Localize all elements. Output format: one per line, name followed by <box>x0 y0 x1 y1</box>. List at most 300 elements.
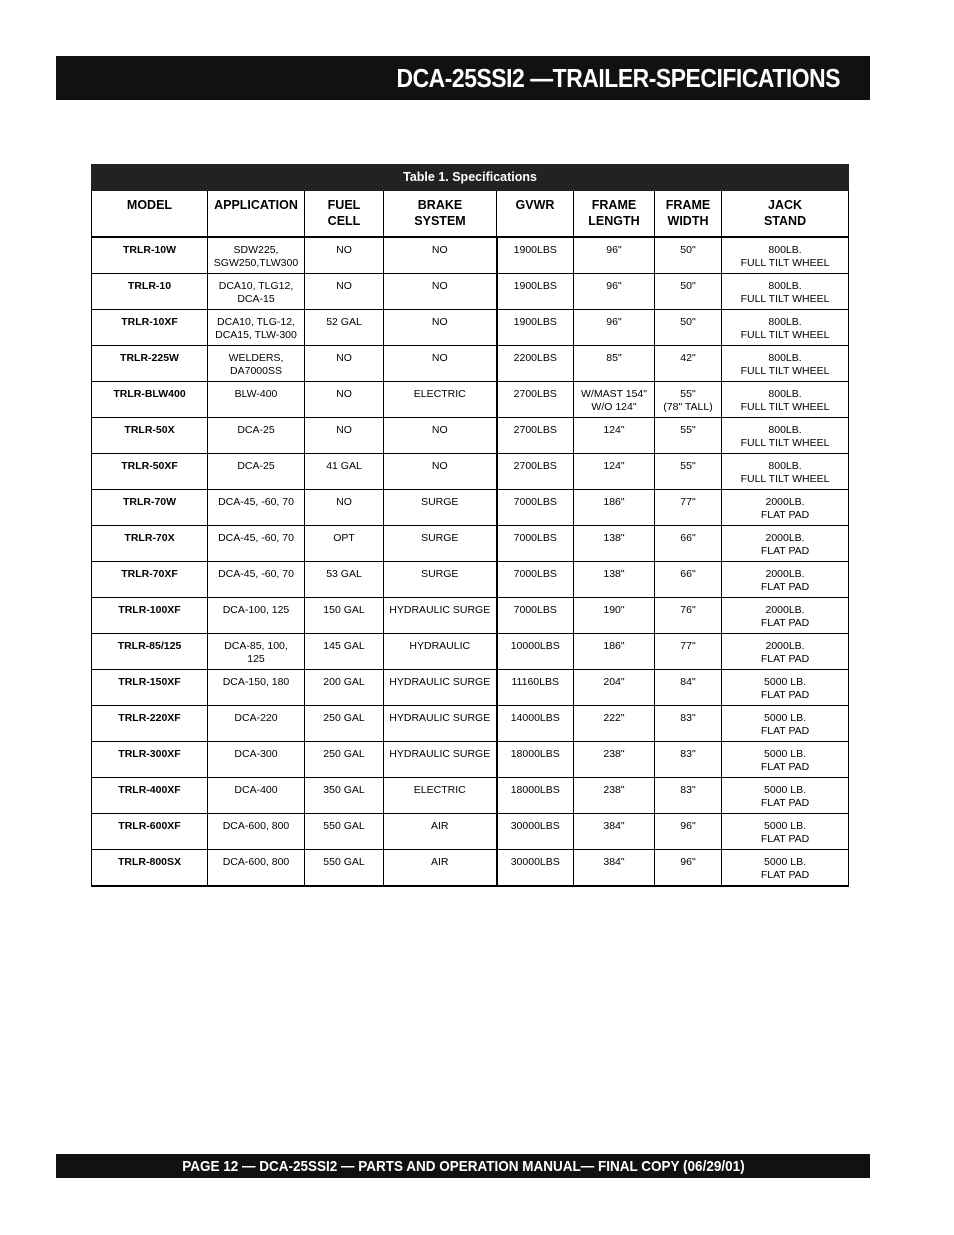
table-cell <box>722 778 849 814</box>
cell-text: NO <box>431 280 448 292</box>
table-cell <box>497 562 574 598</box>
cell-text: FLAT PAD <box>760 545 810 557</box>
table-cell <box>208 562 305 598</box>
table-cell <box>384 237 497 274</box>
table-cell <box>384 418 497 454</box>
table-cell <box>208 490 305 526</box>
table-cell <box>305 850 384 887</box>
table-cell <box>305 454 384 490</box>
table-cell <box>305 814 384 850</box>
table-cell <box>722 310 849 346</box>
table-caption: Table 1. Specifications <box>92 165 849 191</box>
cell-text: NO <box>431 316 448 328</box>
cell-text: DCA-45, -60, 70 <box>218 532 294 544</box>
table-cell <box>305 562 384 598</box>
cell-text: FRAME <box>591 198 637 212</box>
cell-text: 800LB. <box>768 352 802 364</box>
cell-text: 7000LBS <box>513 532 557 544</box>
table-cell <box>574 742 655 778</box>
cell-text: 53 GAL <box>326 568 362 580</box>
cell-text: 200 GAL <box>323 676 365 688</box>
model-cell: TRLR-50XF <box>92 454 208 490</box>
cell-text: STAND <box>763 214 807 228</box>
table-row <box>92 490 849 526</box>
table-cell <box>722 382 849 418</box>
cell-text: 30000LBS <box>510 820 560 832</box>
cell-text: 5000 LB. <box>764 748 807 760</box>
cell-text: WELDERS, <box>228 352 284 364</box>
table-cell <box>722 490 849 526</box>
cell-text: NO <box>336 424 352 436</box>
cell-text: 11160LBS <box>511 676 559 688</box>
table-cell <box>305 490 384 526</box>
cell-text: DCA-220 <box>234 712 278 724</box>
cell-text: 238" <box>603 784 625 796</box>
table-cell <box>497 418 574 454</box>
table-cell <box>655 778 722 814</box>
cell-text: NO <box>431 460 448 472</box>
cell-text: FLAT PAD <box>760 797 810 809</box>
model-cell: TRLR-10 <box>92 274 208 310</box>
cell-text: 96" <box>606 316 622 328</box>
cell-text: AIR <box>430 820 449 832</box>
cell-text: 5000 LB. <box>764 676 807 688</box>
cell-text: CELL <box>327 214 361 228</box>
table-cell <box>208 850 305 887</box>
column-header <box>305 191 384 238</box>
cell-text: FUEL <box>327 198 361 212</box>
cell-text: MODEL <box>126 198 173 212</box>
table-cell <box>305 670 384 706</box>
table-cell <box>574 634 655 670</box>
table-cell <box>208 346 305 382</box>
page-footer <box>56 1154 870 1178</box>
table-cell <box>305 418 384 454</box>
table-cell <box>384 454 497 490</box>
table-cell <box>722 562 849 598</box>
cell-text: ELECTRIC <box>413 388 466 400</box>
cell-text: 14000LBS <box>510 712 560 724</box>
cell-text: 2000LB. <box>765 568 805 580</box>
table-cell <box>574 237 655 274</box>
table-cell <box>208 778 305 814</box>
cell-text: 7000LBS <box>513 568 557 580</box>
cell-text: FULL TILT WHEEL <box>740 293 830 305</box>
table-cell <box>384 850 497 887</box>
table-cell <box>384 526 497 562</box>
table-cell <box>208 742 305 778</box>
cell-text: ELECTRIC <box>413 784 466 796</box>
cell-text: 83" <box>680 784 696 796</box>
table-cell <box>208 237 305 274</box>
table-cell <box>305 706 384 742</box>
cell-text: 7000LBS <box>513 604 557 616</box>
table-cell <box>384 706 497 742</box>
table-cell <box>722 850 849 887</box>
table-cell <box>574 706 655 742</box>
cell-text: FLAT PAD <box>760 833 810 845</box>
table-cell <box>384 742 497 778</box>
column-header <box>655 191 722 238</box>
cell-text: 30000LBS <box>510 856 560 868</box>
cell-text: 384" <box>603 820 625 832</box>
table-cell <box>655 670 722 706</box>
cell-text: FLAT PAD <box>760 509 810 521</box>
cell-text: DCA-400 <box>234 784 278 796</box>
cell-text: HYDRAULIC SURGE <box>389 712 491 724</box>
cell-text: FRAME <box>665 198 711 212</box>
table-row <box>92 418 849 454</box>
cell-text: 55" <box>680 424 696 436</box>
cell-text: 124" <box>603 424 625 436</box>
cell-text: 50" <box>680 316 696 328</box>
table-row <box>92 310 849 346</box>
cell-text: APPLICATION <box>214 198 298 212</box>
cell-text: 145 GAL <box>323 640 365 652</box>
cell-text: DCA15, TLW-300 <box>215 329 297 341</box>
cell-text: FULL TILT WHEEL <box>740 257 830 269</box>
table-cell <box>497 454 574 490</box>
table-cell <box>497 526 574 562</box>
cell-text: NO <box>336 280 352 292</box>
cell-text: 190" <box>603 604 625 616</box>
cell-text: 5000 LB. <box>764 784 807 796</box>
model-cell: TRLR-220XF <box>92 706 208 742</box>
table-cell <box>655 382 722 418</box>
cell-text: NO <box>431 424 448 436</box>
table-caption-row <box>92 165 849 191</box>
table-cell <box>655 814 722 850</box>
cell-text: 350 GAL <box>323 784 365 796</box>
cell-text: 66" <box>680 568 696 580</box>
cell-text: 42" <box>680 352 696 364</box>
table-cell <box>208 274 305 310</box>
table-cell <box>574 490 655 526</box>
table-cell <box>384 598 497 634</box>
table-cell <box>722 814 849 850</box>
table-row <box>92 454 849 490</box>
table-row <box>92 742 849 778</box>
cell-text: DCA-45, -60, 70 <box>218 568 294 580</box>
table-cell <box>208 418 305 454</box>
table-cell <box>208 634 305 670</box>
table-row <box>92 634 849 670</box>
table-cell <box>655 742 722 778</box>
cell-text: SGW250,TLW300 <box>213 257 299 269</box>
cell-text: 204" <box>603 676 625 688</box>
cell-text: 550 GAL <box>323 820 365 832</box>
cell-text: SDW225, <box>233 244 279 256</box>
cell-text: WIDTH <box>667 214 709 228</box>
cell-text: 124" <box>603 460 625 472</box>
table-cell <box>384 670 497 706</box>
cell-text: 800LB. <box>768 460 802 472</box>
cell-text: JACK <box>768 198 803 212</box>
cell-text: 1900LBS <box>513 244 557 256</box>
cell-text: FLAT PAD <box>760 761 810 773</box>
column-header <box>208 191 305 238</box>
cell-text: 5000 LB. <box>764 820 807 832</box>
cell-text: 96" <box>606 244 622 256</box>
table-row <box>92 814 849 850</box>
cell-text: 5000 LB. <box>764 712 807 724</box>
cell-text: DCA-600, 800 <box>222 820 290 832</box>
cell-text: 83" <box>680 748 696 760</box>
cell-text: 18000LBS <box>510 784 560 796</box>
cell-text: 83" <box>680 712 696 724</box>
table-row <box>92 598 849 634</box>
cell-text: 250 GAL <box>323 712 365 724</box>
cell-text: FLAT PAD <box>760 689 810 701</box>
model-cell: TRLR-10W <box>92 237 208 274</box>
table-cell <box>574 526 655 562</box>
model-cell: TRLR-10XF <box>92 310 208 346</box>
cell-text: 76" <box>680 604 696 616</box>
table-row <box>92 706 849 742</box>
table-cell <box>384 634 497 670</box>
table-cell <box>574 274 655 310</box>
table-body <box>92 237 849 886</box>
page-title: DCA-25SSI2 —TRAILER-SPECIFICATIONS <box>396 62 840 93</box>
cell-text: 186" <box>603 640 625 652</box>
table-cell <box>497 382 574 418</box>
table-cell <box>655 706 722 742</box>
cell-text: 2700LBS <box>513 388 557 400</box>
cell-text: 150 GAL <box>323 604 365 616</box>
cell-text: FLAT PAD <box>760 869 810 881</box>
table-cell <box>655 274 722 310</box>
cell-text: 250 GAL <box>323 748 365 760</box>
column-header <box>722 191 849 238</box>
table-cell <box>497 850 574 887</box>
table-cell <box>497 346 574 382</box>
model-cell: TRLR-BLW400 <box>92 382 208 418</box>
specifications-table <box>91 164 849 887</box>
cell-text: DCA-300 <box>234 748 278 760</box>
table-row <box>92 237 849 274</box>
table-cell <box>574 562 655 598</box>
table-cell <box>497 778 574 814</box>
column-header <box>497 191 574 238</box>
cell-text: 2700LBS <box>513 460 557 472</box>
cell-text: BLW-400 <box>234 388 278 400</box>
table-cell <box>305 634 384 670</box>
table-cell <box>655 346 722 382</box>
table-row <box>92 346 849 382</box>
table-row <box>92 382 849 418</box>
cell-text: 1900LBS <box>513 316 557 328</box>
table-cell <box>305 237 384 274</box>
cell-text: DCA-85, 100, <box>224 640 288 652</box>
table-cell <box>305 274 384 310</box>
cell-text: 800LB. <box>768 388 802 400</box>
table-cell <box>574 850 655 887</box>
page-header <box>56 56 870 100</box>
table-row <box>92 850 849 887</box>
cell-text: 186" <box>603 496 625 508</box>
cell-text: 138" <box>603 532 625 544</box>
table-row <box>92 274 849 310</box>
table-cell <box>655 526 722 562</box>
table-cell <box>722 418 849 454</box>
footer-text: PAGE 12 — DCA-25SSI2 — PARTS AND OPERATION MANUAL— FINAL COPY (06/29/01) <box>181 1157 745 1175</box>
cell-text: 384" <box>603 856 625 868</box>
table-cell <box>497 490 574 526</box>
cell-text: NO <box>431 352 448 364</box>
cell-text: 52 GAL <box>326 316 362 328</box>
table-cell <box>574 454 655 490</box>
model-cell: TRLR-400XF <box>92 778 208 814</box>
cell-text: DCA10, TLG12, <box>218 280 294 292</box>
table-cell <box>208 310 305 346</box>
model-cell: TRLR-85/125 <box>92 634 208 670</box>
cell-text: HYDRAULIC SURGE <box>389 748 491 760</box>
cell-text: DA7000SS <box>230 365 282 377</box>
table-cell <box>305 526 384 562</box>
cell-text: 7000LBS <box>513 496 557 508</box>
cell-text: 55" <box>680 388 696 400</box>
cell-text: DCA-45, -60, 70 <box>218 496 294 508</box>
cell-text: 2000LB. <box>765 496 805 508</box>
cell-text: 41 GAL <box>326 460 362 472</box>
table-cell <box>384 562 497 598</box>
table-cell <box>497 706 574 742</box>
table-cell <box>574 382 655 418</box>
table-cell <box>497 670 574 706</box>
cell-text: DCA-150, 180 <box>222 676 290 688</box>
table-cell <box>497 310 574 346</box>
model-cell: TRLR-100XF <box>92 598 208 634</box>
cell-text: 96" <box>606 280 622 292</box>
cell-text: 238" <box>603 748 625 760</box>
table-row <box>92 526 849 562</box>
model-cell: TRLR-300XF <box>92 742 208 778</box>
cell-text: W/MAST 154" <box>581 388 647 400</box>
cell-text: 222" <box>603 712 625 724</box>
cell-text: 125 <box>247 653 265 665</box>
cell-text: (78" TALL) <box>663 401 713 413</box>
cell-text: HYDRAULIC SURGE <box>389 676 491 688</box>
table-cell <box>722 670 849 706</box>
table-cell <box>305 346 384 382</box>
table-cell <box>208 526 305 562</box>
table-cell <box>655 634 722 670</box>
cell-text: SURGE <box>421 496 459 508</box>
cell-text: FULL TILT WHEEL <box>740 401 830 413</box>
column-header <box>574 191 655 238</box>
cell-text: 2200LBS <box>513 352 557 364</box>
cell-text: 138" <box>603 568 625 580</box>
table-cell <box>497 237 574 274</box>
cell-text: 5000 LB. <box>764 856 807 868</box>
column-header <box>92 191 208 238</box>
cell-text: 66" <box>680 532 696 544</box>
table-cell <box>574 598 655 634</box>
cell-text: 800LB. <box>768 424 802 436</box>
model-cell: TRLR-600XF <box>92 814 208 850</box>
cell-text: GVWR <box>515 198 555 212</box>
table-cell <box>384 814 497 850</box>
cell-text: FLAT PAD <box>760 581 810 593</box>
cell-text: 800LB. <box>768 280 802 292</box>
column-header <box>384 191 497 238</box>
model-cell: TRLR-70W <box>92 490 208 526</box>
cell-text: 1900LBS <box>513 280 557 292</box>
table-cell <box>574 778 655 814</box>
cell-text: DCA-100, 125 <box>222 604 290 616</box>
cell-text: SURGE <box>421 532 459 544</box>
table-cell <box>384 274 497 310</box>
cell-text: FLAT PAD <box>760 617 810 629</box>
cell-text: FLAT PAD <box>760 725 810 737</box>
table-cell <box>305 598 384 634</box>
table-cell <box>384 490 497 526</box>
cell-text: HYDRAULIC <box>409 640 471 652</box>
table-cell <box>305 382 384 418</box>
table-cell <box>655 490 722 526</box>
table-cell <box>722 454 849 490</box>
table-cell <box>722 237 849 274</box>
table-cell <box>497 274 574 310</box>
cell-text: BRAKE <box>417 198 463 212</box>
cell-text: FLAT PAD <box>760 653 810 665</box>
table-cell <box>208 814 305 850</box>
table-cell <box>497 598 574 634</box>
cell-text: FULL TILT WHEEL <box>740 365 830 377</box>
table-cell <box>722 526 849 562</box>
cell-text: FULL TILT WHEEL <box>740 437 830 449</box>
cell-text: 96" <box>680 856 696 868</box>
cell-text: W/O 124" <box>591 401 637 413</box>
cell-text: DCA10, TLG-12, <box>216 316 295 328</box>
cell-text: 77" <box>680 496 696 508</box>
table-header-row <box>92 191 849 238</box>
table-cell <box>384 778 497 814</box>
cell-text: OPT <box>333 532 355 544</box>
table-cell <box>655 310 722 346</box>
cell-text: HYDRAULIC SURGE <box>389 604 491 616</box>
cell-text: NO <box>336 352 352 364</box>
cell-text: DCA-15 <box>237 293 275 305</box>
cell-text: DCA-600, 800 <box>222 856 290 868</box>
table-cell <box>574 418 655 454</box>
cell-text: 800LB. <box>768 316 802 328</box>
table-cell <box>722 274 849 310</box>
model-cell: TRLR-150XF <box>92 670 208 706</box>
cell-text: 84" <box>680 676 696 688</box>
cell-text: 800LB. <box>768 244 802 256</box>
cell-text: 55" <box>680 460 696 472</box>
model-cell: TRLR-800SX <box>92 850 208 887</box>
table-cell <box>208 706 305 742</box>
table-cell <box>384 310 497 346</box>
table-cell <box>655 418 722 454</box>
cell-text: SYSTEM <box>414 214 466 228</box>
table-cell <box>497 742 574 778</box>
table-cell <box>655 598 722 634</box>
cell-text: NO <box>336 388 352 400</box>
table-cell <box>208 598 305 634</box>
cell-text: SURGE <box>421 568 459 580</box>
model-cell: TRLR-50X <box>92 418 208 454</box>
table-cell <box>497 634 574 670</box>
cell-text: 85" <box>606 352 622 364</box>
cell-text: 18000LBS <box>510 748 560 760</box>
table-cell <box>655 454 722 490</box>
table-cell <box>655 850 722 887</box>
table-cell <box>305 778 384 814</box>
cell-text: 50" <box>680 244 696 256</box>
